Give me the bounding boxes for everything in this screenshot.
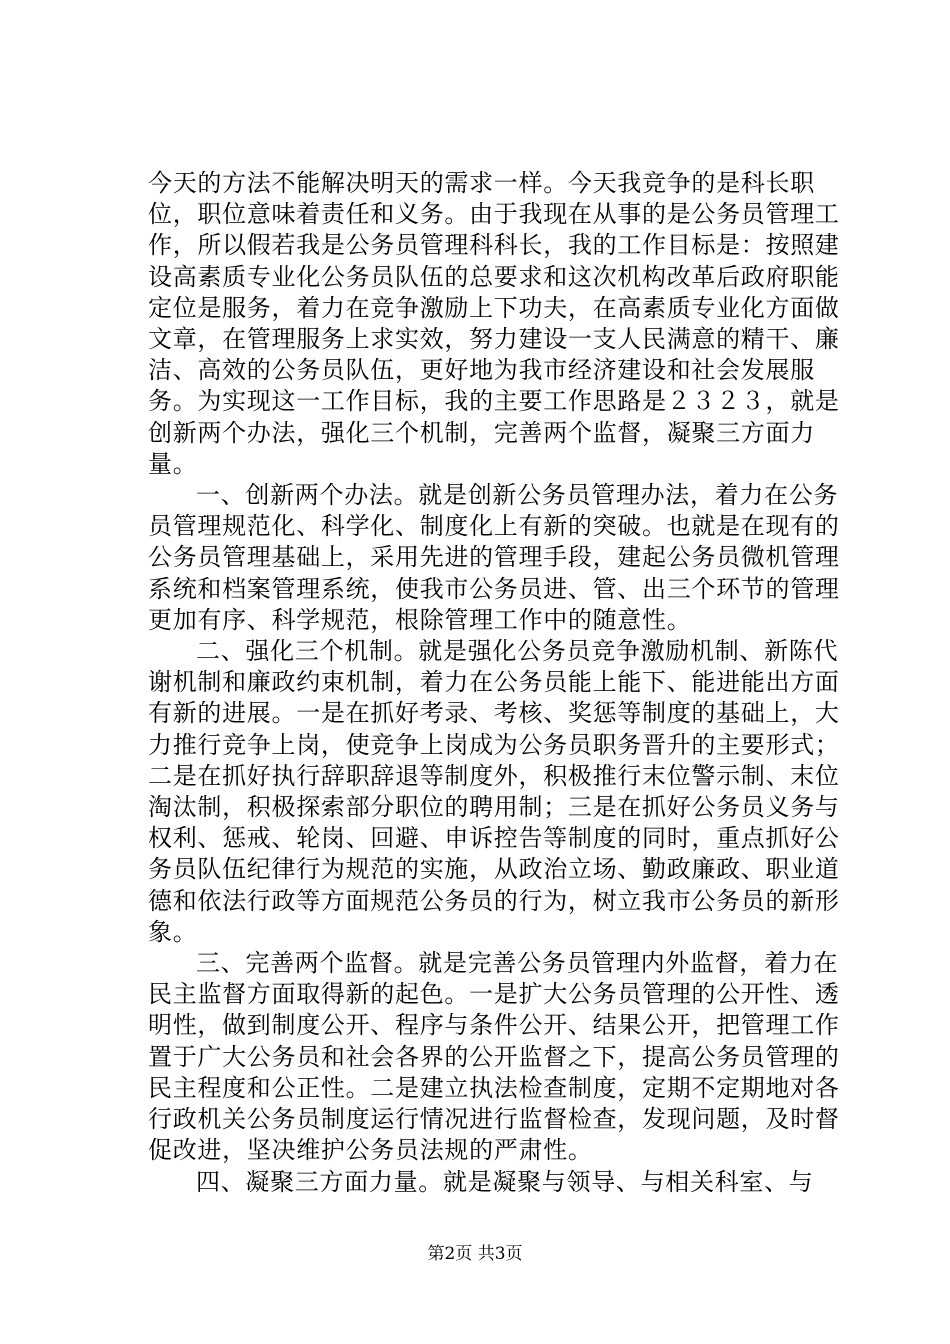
document-body [148, 168, 848, 1198]
paragraph-section-2: 二、强化三个机制。就是强化公务员竞争激励机制、新陈代谢机制和廉政约束机制，着力在公务员能上能下、能进能出方面有新的进展。一是在抓好考录、考核、奖惩等制度的基础上，大力推行竞争上岗，使竞争上岗成为公务员职务晋升的主要形式；二是在抓好执行辞职辞退等制度外，积极推行末位警示制、末位淘汰制，积极探索部分职位的聘用制；三是在抓好公务员义务与权利、惩戒、轮岗、回避、申诉控告等制度的同时，重点抓好公务员队伍纪律行为规范的实施，从政治立场、勤政廉政、职业道德和依法行政等方面规范公务员的行为，树立我市公务员的新形象。 [148, 637, 840, 946]
paragraph-intro: 今天的方法不能解决明天的需求一样。今天我竞争的是科长职位，职位意味着责任和义务。由于我现在从事的是公务员管理工作，所以假若我是公务员管理科科长，我的工作目标是：按照建设高素质专业化公务员队伍的总要求和这次机构改革后政府职能定位是服务，着力在竞争激励上下功夫，在高素质专业化方面做文章，在管理服务上求实效，努力建设一支人民满意的精干、廉洁、高效的公务员队伍，更好地为我市经济建设和社会发展服务。为实现这一工作目标，我的主要工作思路是２３２３，就是创新两个办法，强化三个机制，完善两个监督，凝聚三方面力量。 [148, 169, 840, 478]
paragraph-section-4: 四、凝聚三方面力量。就是凝聚与领导、与相关科室、与 [196, 1167, 814, 1196]
paragraph-section-3: 三、完善两个监督。就是完善公务员管理内外监督，着力在民主监督方面取得新的起色。一是扩大公务员管理的公开性、透明性，做到制度公开、程序与条件公开、结果公开，把管理工作置于广大公务员和社会各界的公开监督之下，提高公务员管理的民主程度和公正性。二是建立执法检查制度，定期不定期地对各行政机关公务员制度运行情况进行监督检查，发现问题，及时督促改进，坚决维护公务员法规的严肃性。 [148, 949, 840, 1165]
page-number-footer: 第2页 共3页 [427, 1244, 523, 1264]
paragraph-section-1: 一、创新两个办法。就是创新公务员管理办法，着力在公务员管理规范化、科学化、制度化上有新的突破。也就是在现有的公务员管理基础上，采用先进的管理手段，建起公务员微机管理系统和档案管理系统，使我市公务员进、管、出三个环节的管理更加有序、科学规范，根除管理工作中的随意性。 [148, 481, 840, 634]
